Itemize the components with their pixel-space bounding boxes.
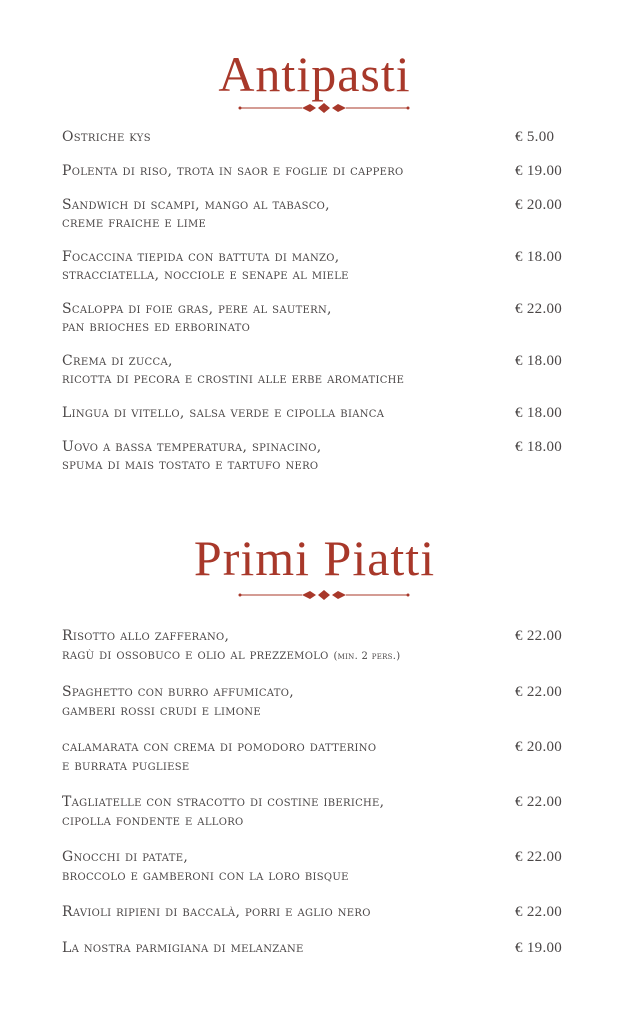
section-title-primi-piatti: Primi Piatti [193, 530, 436, 586]
description-line: Polenta di riso, trota in saor e foglie di cappero [62, 163, 404, 179]
description-line: broccolo e gamberoni con la loro bisque [62, 868, 349, 884]
menu-item [62, 848, 572, 886]
menu-item [62, 438, 572, 474]
description-line: La nostra parmigiana di melanzane [62, 940, 304, 956]
description-line: cipolla fondente e alloro [62, 813, 244, 829]
menu-item-price: € 19.00 [515, 940, 563, 956]
menu-item-description [62, 438, 502, 474]
ornament-divider-icon [238, 590, 410, 600]
description-line: Lingua di vitello, salsa verde e cipolla bianca [62, 405, 385, 421]
menu-item-price: € 5.00 [515, 129, 555, 145]
menu-item-price: € 18.00 [515, 249, 563, 265]
description-line: Focaccina tiepida con battuta di manzo, [62, 249, 340, 265]
description-line: Ravioli ripieni di baccalà, porri e aglio nero [62, 904, 371, 920]
menu-item [62, 939, 572, 958]
menu-item-note: (min. 2 pers.) [333, 651, 401, 662]
menu-item [62, 248, 572, 284]
description-line: spuma di mais tostato e tartufo nero [62, 457, 319, 473]
menu-item-price: € 22.00 [515, 301, 563, 317]
menu-item-price: € 22.00 [515, 628, 563, 644]
menu-item-description [62, 162, 502, 180]
description-line: stracciatella, nocciole e senape al miele [62, 267, 349, 283]
description-line: Crema di zucca, [62, 353, 173, 369]
menu-item [62, 162, 572, 180]
menu-item [62, 128, 572, 146]
antipasti-list [62, 128, 572, 490]
menu-item-price: € 22.00 [515, 684, 563, 700]
menu-item [62, 738, 572, 776]
menu-item-description [62, 903, 502, 922]
menu-item [62, 196, 572, 232]
menu-item-description [62, 793, 502, 831]
menu-item-description [62, 404, 502, 422]
description-line: Tagliatelle con stracotto di costine iberiche, [62, 794, 385, 810]
menu-item-price: € 18.00 [515, 405, 563, 421]
menu-item [62, 300, 572, 336]
description-line: gamberi rossi crudi e limone [62, 703, 261, 719]
menu-item-description [62, 248, 502, 284]
description-line: Uovo a bassa temperatura, spinacino, [62, 439, 322, 455]
description-line [62, 646, 502, 666]
menu-item-price: € 18.00 [515, 439, 563, 455]
description-line: Ostriche kys [62, 129, 151, 145]
description-line: ricotta di pecora e crostini alle erbe aromatiche [62, 371, 405, 387]
description-line: Scaloppa di foie gras, pere al sautern, [62, 301, 332, 317]
description-text: ragù di ossobuco e olio al prezzemolo [62, 647, 329, 663]
menu-item-description [62, 300, 502, 336]
menu-item-price: € 22.00 [515, 794, 563, 810]
description-line: Risotto allo zafferano, [62, 628, 230, 644]
menu-item-price: € 19.00 [515, 163, 563, 179]
primi-piatti-list [62, 627, 572, 975]
menu-item-description [62, 128, 502, 146]
menu-item-price: € 20.00 [515, 739, 563, 755]
description-line: Spaghetto con burro affumicato, [62, 684, 294, 700]
menu-item-price: € 18.00 [515, 353, 563, 369]
menu-item-price: € 22.00 [515, 904, 563, 920]
description-line: creme fraiche e lime [62, 215, 207, 231]
description-line: e burrata pugliese [62, 758, 190, 774]
menu-item [62, 683, 572, 721]
menu-item-description [62, 627, 502, 666]
description-line: calamarata con crema di pomodoro datterino [62, 739, 377, 755]
description-line: Gnocchi di patate, [62, 849, 189, 865]
menu-item [62, 793, 572, 831]
menu-item-price: € 22.00 [515, 849, 563, 865]
description-line: pan brioches ed erborinato [62, 319, 251, 335]
menu-item-description [62, 683, 502, 721]
menu-item-description [62, 196, 502, 232]
menu-item-description [62, 352, 502, 388]
description-line: Sandwich di scampi, mango al tabasco, [62, 197, 330, 213]
menu-item [62, 352, 572, 388]
menu-item-price: € 20.00 [515, 197, 563, 213]
menu-item [62, 404, 572, 422]
menu-item [62, 903, 572, 922]
ornament-divider-icon [238, 103, 410, 113]
menu-item-description [62, 939, 502, 958]
menu-item-description [62, 738, 502, 776]
menu-item-description [62, 848, 502, 886]
menu-item [62, 627, 572, 666]
section-title-antipasti: Antipasti [218, 46, 411, 102]
